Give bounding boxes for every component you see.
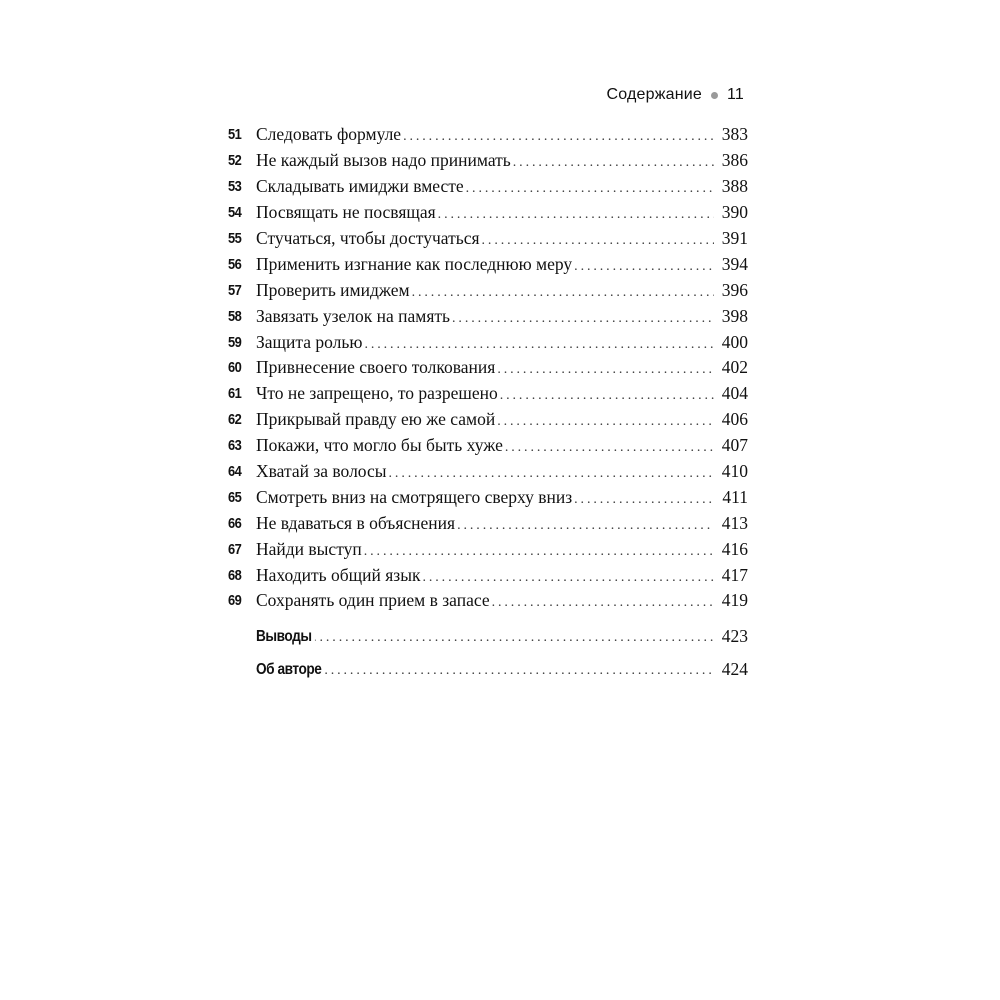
- chapter-number: 57: [228, 281, 242, 299]
- chapter-title: Проверить имиджем: [256, 279, 410, 300]
- chapter-title: Покажи, что могло бы быть хуже: [256, 435, 503, 456]
- toc-entry-56: [228, 251, 748, 277]
- dot-leader: [389, 466, 714, 482]
- chapter-page: 383: [714, 124, 748, 145]
- section-title: Содержание: [606, 86, 702, 103]
- chapter-number: 55: [228, 230, 242, 247]
- chapter-number: 62: [228, 411, 242, 429]
- chapter-number: 59: [228, 333, 242, 351]
- dot-leader: [574, 492, 714, 508]
- chapter-title: Привнесение своего толкования: [256, 357, 496, 378]
- chapter-number: 54: [228, 204, 242, 222]
- dot-leader: [482, 233, 714, 249]
- toc-entry-63: [228, 433, 748, 459]
- chapter-title: Следовать формуле: [256, 124, 402, 145]
- chapter-number: 58: [228, 307, 242, 325]
- chapter-number: 52: [228, 152, 242, 170]
- dot-leader: [324, 663, 714, 679]
- toc-entry-69: [228, 588, 748, 614]
- chapter-page: 394: [714, 254, 748, 275]
- toc-entry-55: [228, 226, 748, 252]
- chapter-title: Хватай за волосы: [256, 461, 387, 482]
- chapter-number: 69: [228, 592, 242, 610]
- dot-leader: [412, 285, 714, 301]
- toc-entry-59: [228, 329, 748, 355]
- toc-entry-58: [228, 303, 748, 329]
- chapter-number: 60: [228, 359, 242, 377]
- dot-leader: [364, 544, 714, 560]
- toc-entry-65: [228, 484, 748, 510]
- dot-leader: [497, 362, 714, 378]
- dot-leader: [457, 518, 714, 534]
- toc-entry-67: [228, 536, 748, 562]
- dot-leader: [497, 414, 714, 430]
- chapter-number: 63: [228, 437, 242, 455]
- dot-leader: [422, 570, 714, 586]
- chapter-title: Стучаться, чтобы достучаться: [256, 228, 480, 248]
- chapter-page: 386: [714, 150, 748, 171]
- chapter-title: Применить изгнание как последнюю меру: [256, 253, 573, 274]
- chapter-number: 56: [228, 255, 242, 273]
- chapter-page: 419: [714, 590, 748, 611]
- about-author-title: Об авторе: [256, 661, 325, 679]
- chapter-title: Посвящать не посвящая: [256, 202, 436, 223]
- toc-entry-54: [228, 200, 748, 226]
- chapter-number: 53: [228, 178, 242, 196]
- chapter-page: 410: [714, 461, 748, 482]
- toc-entry-53: [228, 174, 748, 200]
- chapter-page: 396: [714, 280, 748, 301]
- toc-entry-64: [228, 459, 748, 485]
- chapter-title: Смотреть вниз на смотрящего сверху вниз: [256, 486, 573, 507]
- chapter-page: 411: [714, 487, 748, 508]
- conclusions-page: 423: [714, 626, 748, 647]
- table-of-contents: [228, 122, 748, 614]
- dot-leader: [513, 155, 714, 171]
- dot-leader: [466, 181, 714, 197]
- bullet-dot-icon: [711, 92, 718, 99]
- conclusions-title: Выводы: [256, 628, 315, 646]
- dot-leader: [492, 595, 714, 611]
- toc-entry-about-author: [228, 653, 748, 686]
- toc-entry-62: [228, 407, 748, 433]
- chapter-title: Находить общий язык: [256, 564, 421, 585]
- dot-leader: [364, 337, 714, 353]
- dot-leader: [505, 440, 714, 456]
- chapter-title: Не каждый вызов надо принимать: [256, 150, 511, 171]
- chapter-page: 407: [714, 435, 748, 456]
- chapter-title: Найди выступ: [256, 538, 362, 559]
- chapter-title: Прикрывай правду ею же самой: [256, 409, 496, 430]
- toc-entry-57: [228, 277, 748, 303]
- about-author-page: 424: [714, 659, 748, 680]
- chapter-number: 65: [228, 488, 242, 506]
- chapter-title: Сохранять один прием в запасе: [256, 590, 490, 611]
- chapter-page: 398: [714, 306, 748, 327]
- chapter-page: 413: [714, 513, 748, 534]
- chapter-page: 406: [714, 409, 748, 430]
- toc-entry-66: [228, 510, 748, 536]
- chapter-number: 64: [228, 463, 242, 481]
- chapter-number: 51: [228, 126, 242, 144]
- chapter-title: Складывать имиджи вместе: [256, 176, 464, 197]
- dot-leader: [313, 630, 714, 646]
- chapter-page: 388: [714, 176, 748, 197]
- chapter-page: 416: [714, 539, 748, 560]
- dot-leader: [500, 388, 714, 404]
- chapter-page: 417: [714, 565, 748, 586]
- page-number: 11: [726, 86, 744, 103]
- toc-entry-60: [228, 355, 748, 381]
- dot-leader: [403, 129, 714, 145]
- chapter-page: 391: [714, 228, 748, 249]
- chapter-number: 67: [228, 540, 242, 558]
- chapter-title: Не вдаваться в объяснения: [256, 512, 456, 533]
- chapter-title: Завязать узелок на память: [256, 305, 451, 326]
- toc-back-matter: [228, 620, 748, 686]
- chapter-page: 402: [714, 357, 748, 378]
- toc-entry-61: [228, 381, 748, 407]
- chapter-page: 404: [714, 383, 748, 404]
- dot-leader: [574, 259, 714, 275]
- chapter-number: 66: [228, 514, 242, 532]
- chapter-page: 400: [714, 332, 748, 353]
- toc-entry-68: [228, 562, 748, 588]
- chapter-title: Защита ролью: [256, 331, 363, 352]
- toc-entry-conclusions: [228, 620, 748, 653]
- chapter-number: 68: [228, 566, 242, 584]
- dot-leader: [452, 311, 714, 327]
- toc-entry-52: [228, 148, 748, 174]
- running-head: [606, 86, 744, 104]
- chapter-page: 390: [714, 202, 748, 223]
- chapter-number: 61: [228, 385, 242, 403]
- chapter-title: Что не запрещено, то разрешено: [256, 383, 498, 404]
- toc-entry-51: [228, 122, 748, 148]
- dot-leader: [438, 207, 714, 223]
